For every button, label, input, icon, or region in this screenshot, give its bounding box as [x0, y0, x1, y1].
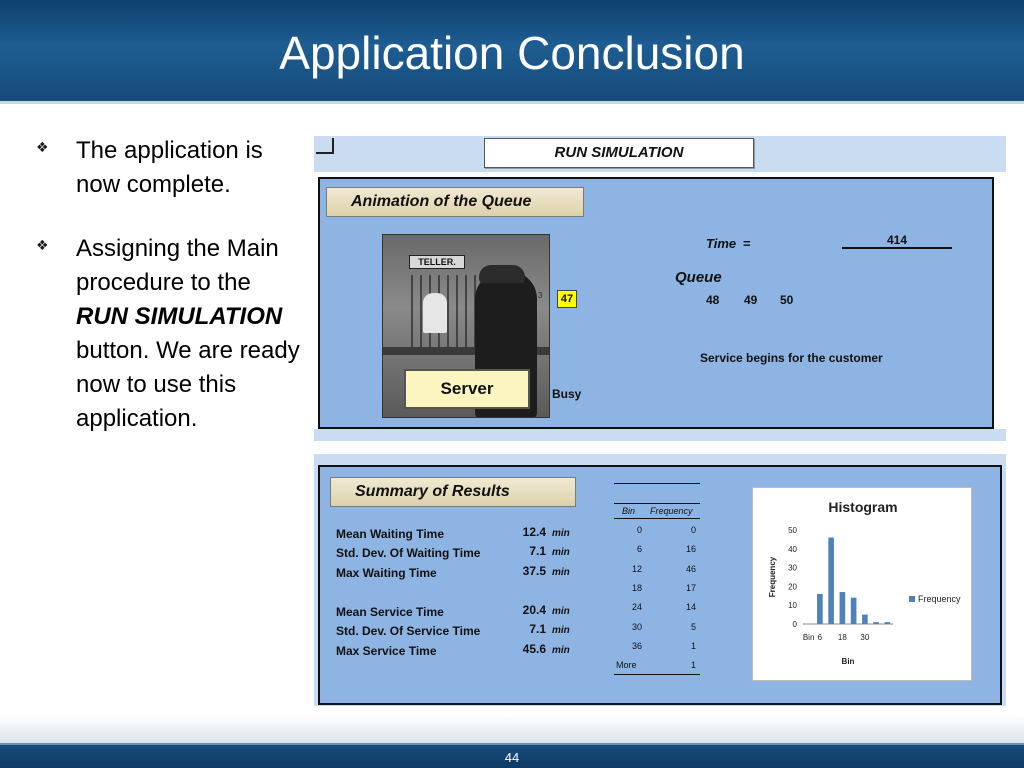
x-tick-label: 6	[817, 633, 823, 642]
stat-row	[336, 605, 576, 623]
histogram-svg	[753, 488, 973, 682]
y-tick-label: 20	[788, 582, 797, 592]
queue-highlight-cell: 47	[557, 290, 577, 308]
y-tick-label: 10	[788, 601, 797, 611]
stat-unit: min	[552, 547, 570, 558]
table-cell-frequency: 0	[690, 525, 696, 535]
table-cell-frequency: 17	[685, 583, 696, 593]
bullet-text-end: button. We are ready now to use this application.	[76, 337, 300, 432]
stat-label: Std. Dev. Of Waiting Time	[336, 546, 481, 560]
stat-value: 20.4	[522, 603, 546, 617]
summary-panel	[318, 465, 1002, 705]
stat-label: Std. Dev. Of Service Time	[336, 624, 481, 638]
stat-unit: min	[552, 567, 570, 578]
stat-label: Mean Service Time	[336, 605, 444, 619]
table-row	[614, 525, 700, 544]
bullet-text: The application is now complete.	[76, 137, 263, 198]
customer-hat	[479, 265, 525, 283]
queue-item: 50	[780, 293, 794, 307]
x-axis-label: Bin	[841, 657, 855, 666]
table-cell-bin: More	[616, 660, 637, 670]
summary-panel-label: Summary of Results	[330, 477, 576, 507]
table-rule	[614, 674, 700, 675]
bullet-text-start: Assigning the Main procedure to the	[76, 235, 279, 296]
stat-row	[336, 624, 576, 642]
stat-row	[336, 546, 576, 564]
stat-row	[336, 644, 576, 662]
y-tick-label: 50	[788, 526, 797, 535]
stat-value: 37.5	[522, 564, 546, 578]
table-header	[614, 503, 700, 519]
table-cell-bin: 12	[631, 564, 642, 574]
y-axis-label: Frequency	[768, 556, 777, 598]
table-cell-bin: 24	[631, 602, 642, 612]
chart-title: Histogram	[828, 499, 898, 515]
stat-unit: min	[552, 625, 570, 636]
queue-item: 49	[744, 293, 758, 307]
y-tick-label: 30	[788, 563, 797, 573]
histogram-bar	[851, 598, 857, 624]
queue-label: Queue	[675, 269, 722, 286]
x-tick-label: Bin	[802, 633, 815, 642]
stat-value: 45.6	[522, 642, 546, 656]
y-tick-label: 0	[792, 620, 797, 629]
table-cell-frequency: 1	[690, 641, 696, 651]
stat-row	[336, 527, 576, 545]
stat-value: 12.4	[522, 525, 546, 539]
table-header-bin: Bin	[622, 506, 636, 516]
diamond-bullet-icon: ❖	[36, 140, 49, 156]
run-simulation-button[interactable]: RUN SIMULATION	[484, 138, 754, 168]
y-tick-label: 40	[788, 544, 797, 554]
sheet-mid-band	[314, 429, 1006, 441]
table-row	[614, 544, 700, 563]
animation-panel	[318, 177, 994, 429]
table-row	[614, 583, 700, 602]
table-cell-frequency: 16	[685, 544, 696, 554]
table-cell-frequency: 5	[690, 622, 696, 632]
bullet-item	[36, 232, 306, 436]
bullet-item	[36, 134, 306, 202]
bullet-text-emphasis: RUN SIMULATION	[76, 303, 283, 330]
table-cell-bin: 30	[631, 622, 642, 632]
histogram-bar	[862, 615, 868, 624]
table-cell-bin: 0	[636, 525, 642, 535]
spreadsheet-screenshot	[314, 136, 1006, 706]
bullet-text	[76, 232, 306, 436]
corner-mark	[316, 138, 334, 154]
table-rule	[614, 483, 700, 484]
service-message: Service begins for the customer	[700, 351, 883, 365]
table-row	[614, 622, 700, 641]
table-cell-bin: 18	[631, 583, 642, 593]
table-cell-bin: 36	[631, 641, 642, 651]
legend-swatch	[909, 596, 915, 602]
slide-footer	[0, 743, 1024, 768]
server-status: Busy	[552, 387, 582, 401]
table-cell-frequency: 14	[685, 602, 696, 612]
table-header-frequency: Frequency	[650, 506, 693, 516]
queue-item: 48	[706, 293, 720, 307]
slide-header	[0, 0, 1024, 104]
histogram-bar	[873, 622, 879, 624]
table-row	[614, 660, 700, 679]
stat-value: 7.1	[529, 622, 546, 636]
stat-value: 7.1	[529, 544, 546, 558]
table-row	[614, 602, 700, 621]
legend-label: Frequency	[918, 594, 961, 604]
stat-row	[336, 566, 576, 584]
histogram-bar	[817, 594, 823, 624]
table-row	[614, 641, 700, 660]
histogram-bar	[828, 538, 834, 624]
animation-panel-label: Animation of the Queue	[326, 187, 584, 217]
stat-label: Mean Waiting Time	[336, 527, 445, 541]
diamond-bullet-icon: ❖	[36, 238, 49, 254]
histogram-bar	[885, 622, 891, 624]
time-value: 414	[842, 233, 952, 249]
table-row	[614, 564, 700, 583]
time-label: Time	[706, 236, 737, 251]
x-tick-label: 18	[837, 633, 847, 642]
x-tick-label: 30	[860, 633, 870, 642]
table-cell-frequency: 1	[690, 660, 696, 670]
slide-title: Application Conclusion	[279, 27, 745, 79]
small-cell-value: 3	[538, 291, 543, 300]
stat-unit: min	[552, 528, 570, 539]
table-cell-frequency: 46	[685, 564, 696, 574]
table-cell-bin: 6	[636, 544, 642, 554]
time-equals: =	[743, 236, 751, 251]
stat-label: Max Service Time	[336, 644, 437, 658]
teller-sign: TELLER.	[409, 255, 465, 269]
stat-label: Max Waiting Time	[336, 566, 437, 580]
footer-band	[0, 715, 1024, 743]
histogram-bar	[840, 592, 846, 624]
stat-unit: min	[552, 606, 570, 617]
bullet-list	[36, 134, 306, 466]
histogram-chart	[752, 487, 972, 681]
stat-unit: min	[552, 645, 570, 656]
teller-figure	[423, 293, 447, 333]
server-label: Server	[404, 369, 530, 409]
slide-number: 44	[504, 750, 520, 765]
